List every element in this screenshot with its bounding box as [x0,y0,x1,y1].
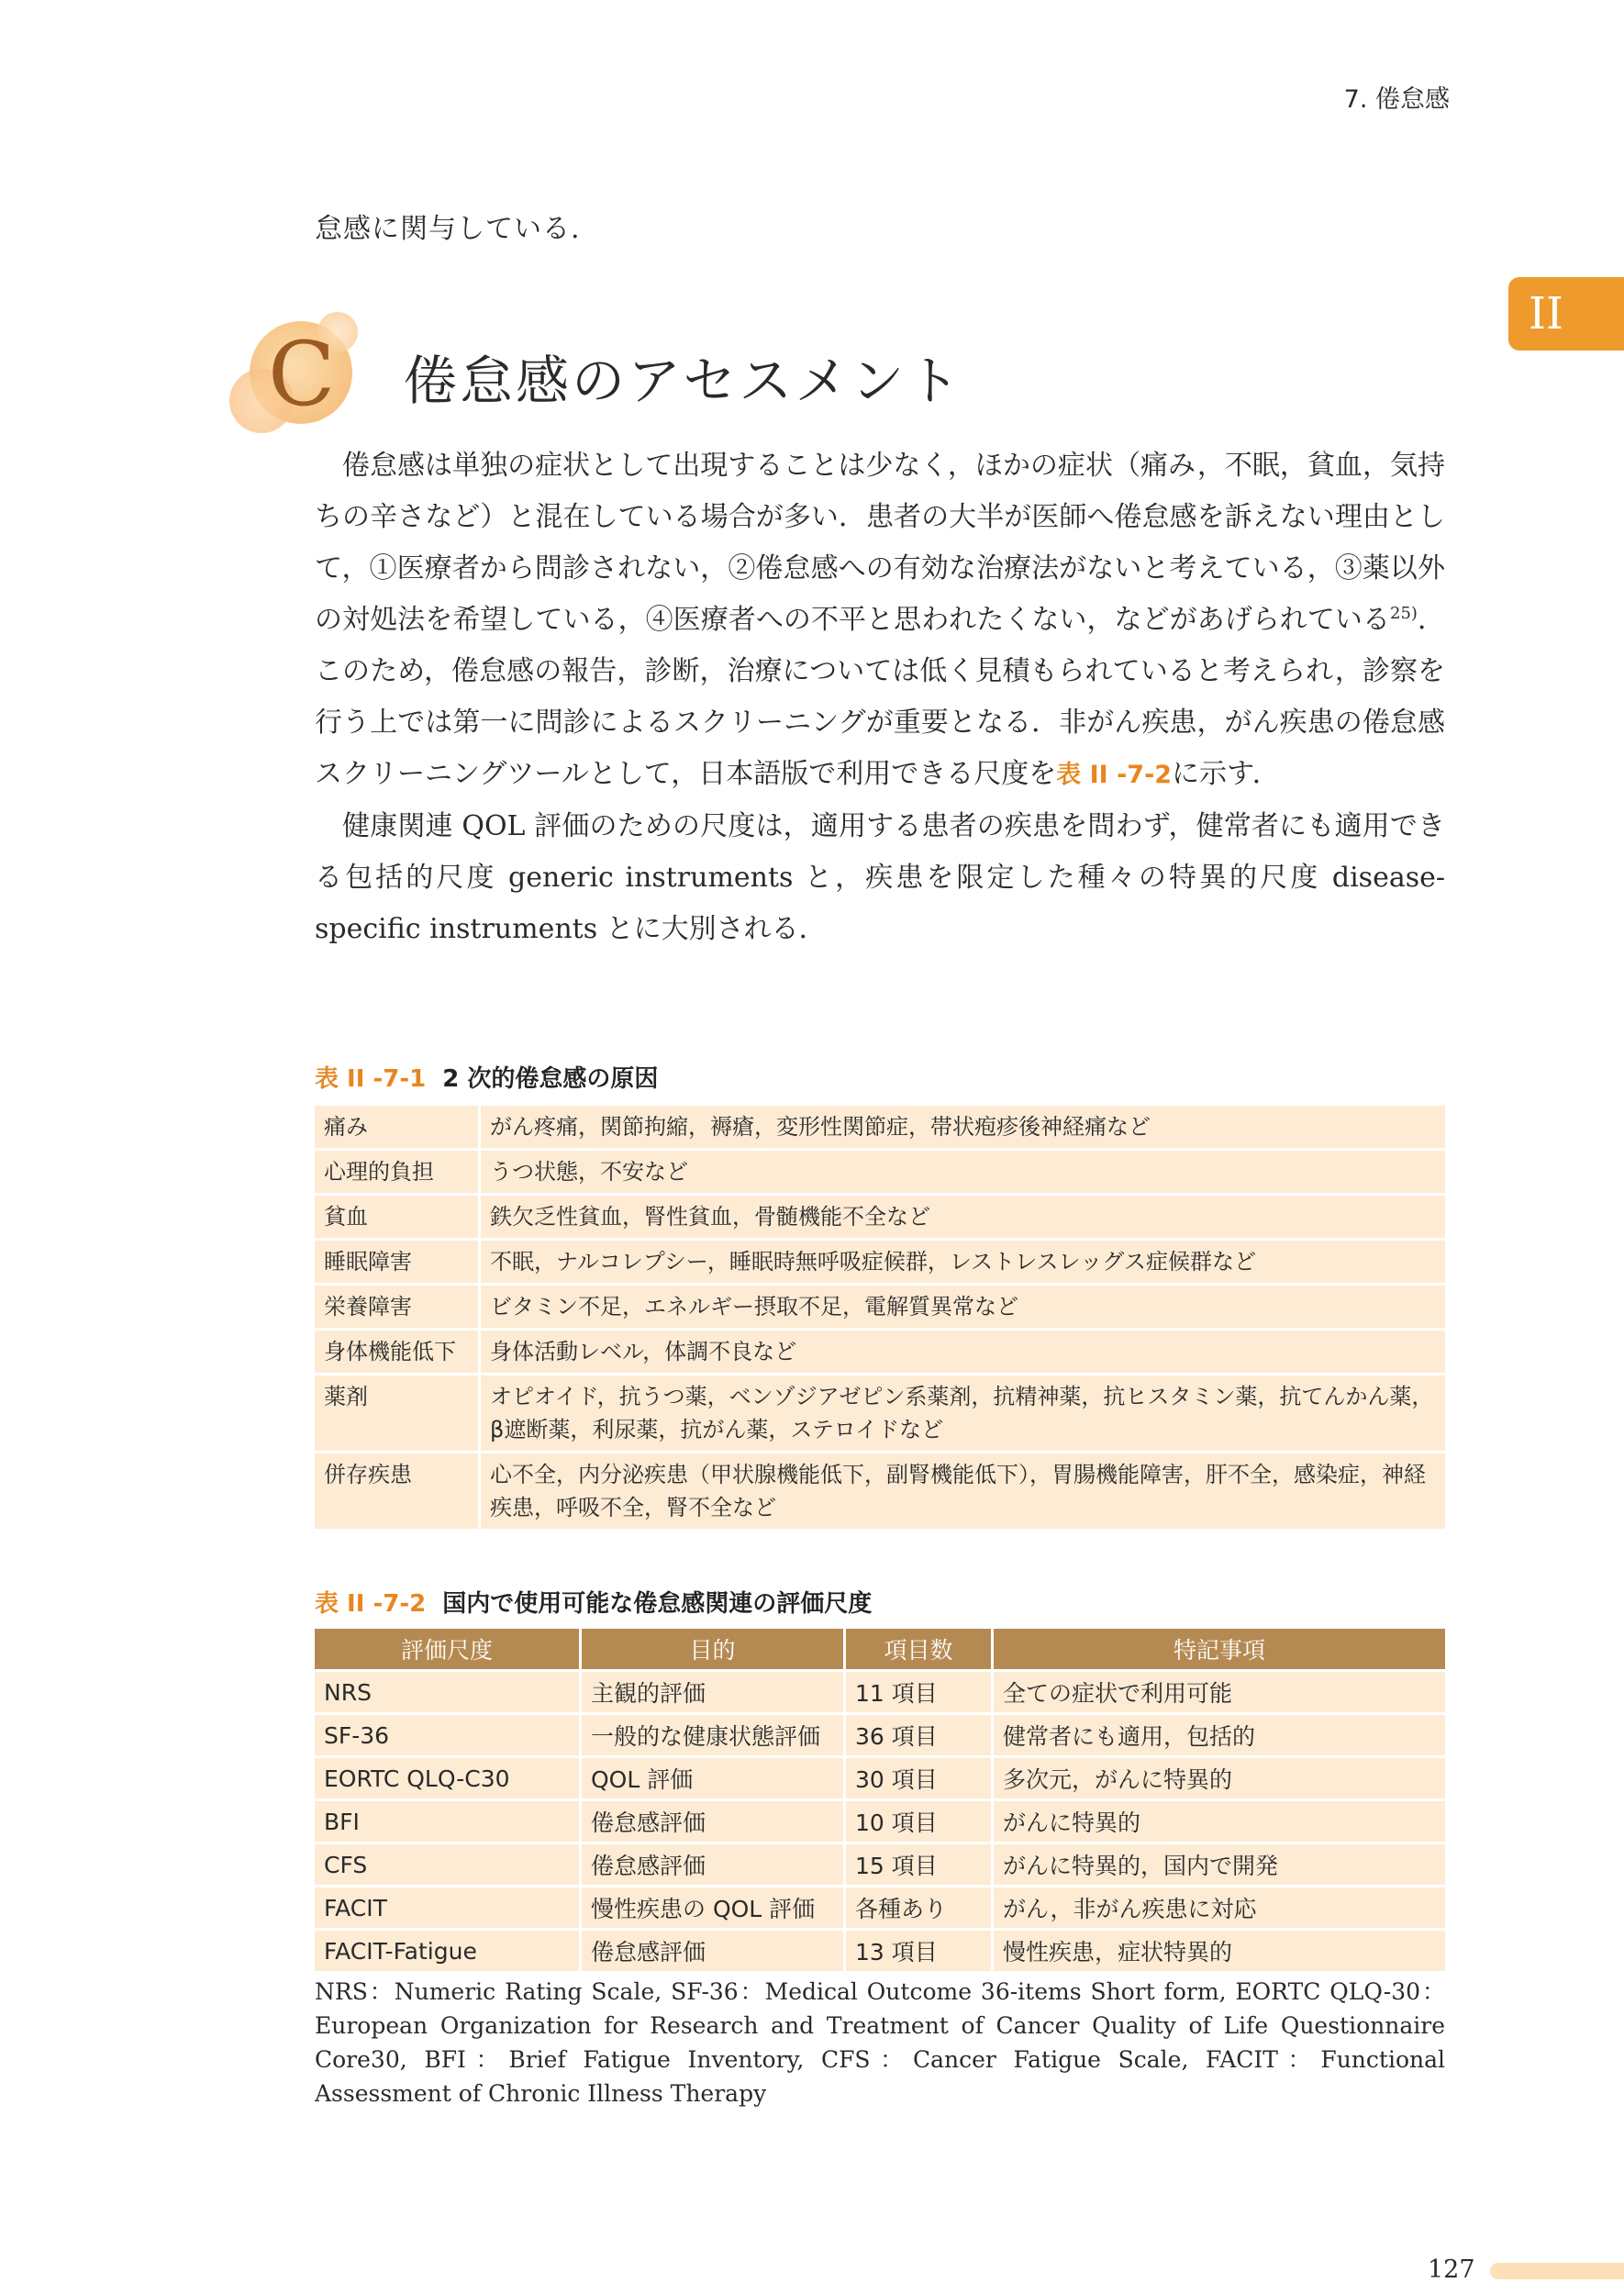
continued-text-line: 怠感に関与している. [315,213,581,245]
scale-name-cell: NRS [315,1672,582,1712]
table-1-label: 表 II -7-1 [315,1065,427,1093]
scale-name-cell: SF-36 [315,1715,582,1755]
table-row [315,1672,1445,1712]
cause-category: 心理的負担 [315,1151,481,1193]
cause-category: 併存疾患 [315,1453,481,1529]
cause-category: 貧血 [315,1196,481,1238]
running-header-chapter-title: 7. 倦怠感 [1343,85,1450,114]
scale-name-cell: FACIT-Fatigue [315,1931,582,1971]
item-count-cell: 13 項目 [846,1931,994,1971]
item-count-cell: 各種あり [846,1888,994,1928]
table-row [315,1453,1445,1529]
scale-name-cell: BFI [315,1801,582,1842]
notes-cell: 多次元，がんに特異的 [994,1758,1445,1798]
paragraph-1: 倦怠感は単独の症状として出現することは少なく，ほかの症状（痛み，不眠，貧血，気持ちの辛さなど）と混在している場合が多い．患者の大半が医師へ倦怠感を訴えない理由として，①医療者から問診されない，②倦怠感への有効な治療法がないと考えている，③薬以外の対処法を希望している，④医療者への不平と思われたくない，などがあげられている$^{25)}$．このため，倦怠感の報告，診断，治療については低く見積もられていると考えられ，診察を行う上では第一に問診によるスクリーニングが重要となる．非がん疾患，がん疾患の倦怠感スクリーニングツールとして，日本語版で利用できる尺度を表 II -7-2に示す． [315,450,1446,790]
scale-name-cell: FACIT [315,1888,582,1928]
item-count-cell: 11 項目 [846,1672,994,1712]
cause-examples: 不眠，ナルコレプシー，睡眠時無呼吸症候群，レストレスレッグス症候群など [481,1241,1445,1283]
causes-table [315,1103,1445,1531]
table-row [315,1715,1445,1755]
section-badge-icon [229,312,358,440]
column-header-scale-name: 評価尺度 [315,1629,582,1669]
purpose-cell: QOL 評価 [582,1758,846,1798]
table-row [315,1801,1445,1842]
purpose-cell: 倦怠感評価 [582,1931,846,1971]
notes-cell: がんに特異的 [994,1801,1445,1842]
notes-cell: 全ての症状で利用可能 [994,1672,1445,1712]
cause-category: 睡眠障害 [315,1241,481,1283]
table-1-caption [315,1060,1445,1094]
table-row [315,1888,1445,1928]
table-row [315,1106,1445,1148]
table-2-label: 表 II -7-2 [315,1590,427,1618]
purpose-cell: 倦怠感評価 [582,1844,846,1885]
table-row [315,1151,1445,1193]
cause-examples: ビタミン不足，エネルギー摂取不足，電解質異常など [481,1286,1445,1328]
notes-cell: 健常者にも適用，包括的 [994,1715,1445,1755]
notes-cell: がん，非がん疾患に対応 [994,1888,1445,1928]
table-1 [315,1060,1445,1531]
table-2-caption [315,1585,1445,1619]
item-count-cell: 15 項目 [846,1844,994,1885]
table-row [315,1931,1445,1971]
cause-examples: 心不全，内分泌疾患（甲状腺機能低下，副腎機能低下），胃腸機能障害，肝不全，感染症，神経疾患，呼吸不全，腎不全など [481,1453,1445,1529]
cause-examples: オピオイド，抗うつ薬，ベンゾジアゼピン系薬剤，抗精神薬，抗ヒスタミン薬，抗てんかん薬，β遮断薬，利尿薬，抗がん薬，ステロイドなど [481,1375,1445,1451]
table-2 [315,1585,1445,1974]
notes-cell: がんに特異的，国内で開発 [994,1844,1445,1885]
cause-category: 栄養障害 [315,1286,481,1328]
column-header-item-count: 項目数 [846,1629,994,1669]
paragraph-2: 健康関連 QOL 評価のための尺度は，適用する患者の疾患を問わず，健常者にも適用できる包括的尺度 generic instruments と，疾患を限定した種々の特異的尺度 disease-specific instruments とに大別される． [315,810,1445,945]
item-count-cell: 10 項目 [846,1801,994,1842]
table-2-title: 国内で使用可能な倦怠感関連の評価尺度 [442,1590,873,1618]
section-letter: C [268,323,336,426]
purpose-cell: 一般的な健康状態評価 [582,1715,846,1755]
cause-examples: がん疼痛，関節拘縮，褥瘡，変形性関節症，帯状疱疹後神経痛など [481,1106,1445,1148]
table-row [315,1196,1445,1238]
scale-name-cell: EORTC QLQ-C30 [315,1758,582,1798]
page-number-bar [1490,2263,1624,2279]
page-number: 127 [1428,2255,1475,2284]
table-2-footnote: NRS：Numeric Rating Scale, SF-36：Medical Outcome 36-items Short form, EORTC QLQ-30：European Organization for Research and Treatment of Cancer Quality of Life Questionnaire Core30, BFI：Brief Fatigue Inventory, CFS：Cancer Fatigue Scale, FACIT：Functional Assessment of Chronic Illness Therapy [315,1978,1445,2107]
table-1-title: 2 次的倦怠感の原因 [442,1065,659,1093]
table-cross-reference[interactable]: 表 II -7-2 [1056,761,1173,789]
table-row [315,1286,1445,1328]
purpose-cell: 主観的評価 [582,1672,846,1712]
cause-examples: うつ状態，不安など [481,1151,1445,1193]
cause-category: 薬剤 [315,1375,481,1451]
table-row [315,1331,1445,1373]
section-heading [229,312,1055,440]
table-row [315,1375,1445,1451]
citation-ref: 25) [1390,604,1418,623]
item-count-cell: 30 項目 [846,1758,994,1798]
notes-cell: 慢性疾患，症状特異的 [994,1931,1445,1971]
column-header-purpose: 目的 [582,1629,846,1669]
scale-name-cell: CFS [315,1844,582,1885]
cause-category: 痛み [315,1106,481,1148]
table-row [315,1758,1445,1798]
cause-category: 身体機能低下 [315,1331,481,1373]
table-row [315,1844,1445,1885]
cause-examples: 鉄欠乏性貧血，腎性貧血，骨髄機能不全など [481,1196,1445,1238]
item-count-cell: 36 項目 [846,1715,994,1755]
cause-examples: 身体活動レベル，体調不良など [481,1331,1445,1373]
chapter-tab: II [1508,277,1624,351]
body-text [315,440,1445,955]
purpose-cell: 倦怠感評価 [582,1801,846,1842]
assessment-scales-table [315,1626,1445,1974]
table-row [315,1241,1445,1283]
purpose-cell: 慢性疾患の QOL 評価 [582,1888,846,1928]
section-title: 倦怠感のアセスメント [404,350,963,412]
column-header-notes: 特記事項 [994,1629,1445,1669]
